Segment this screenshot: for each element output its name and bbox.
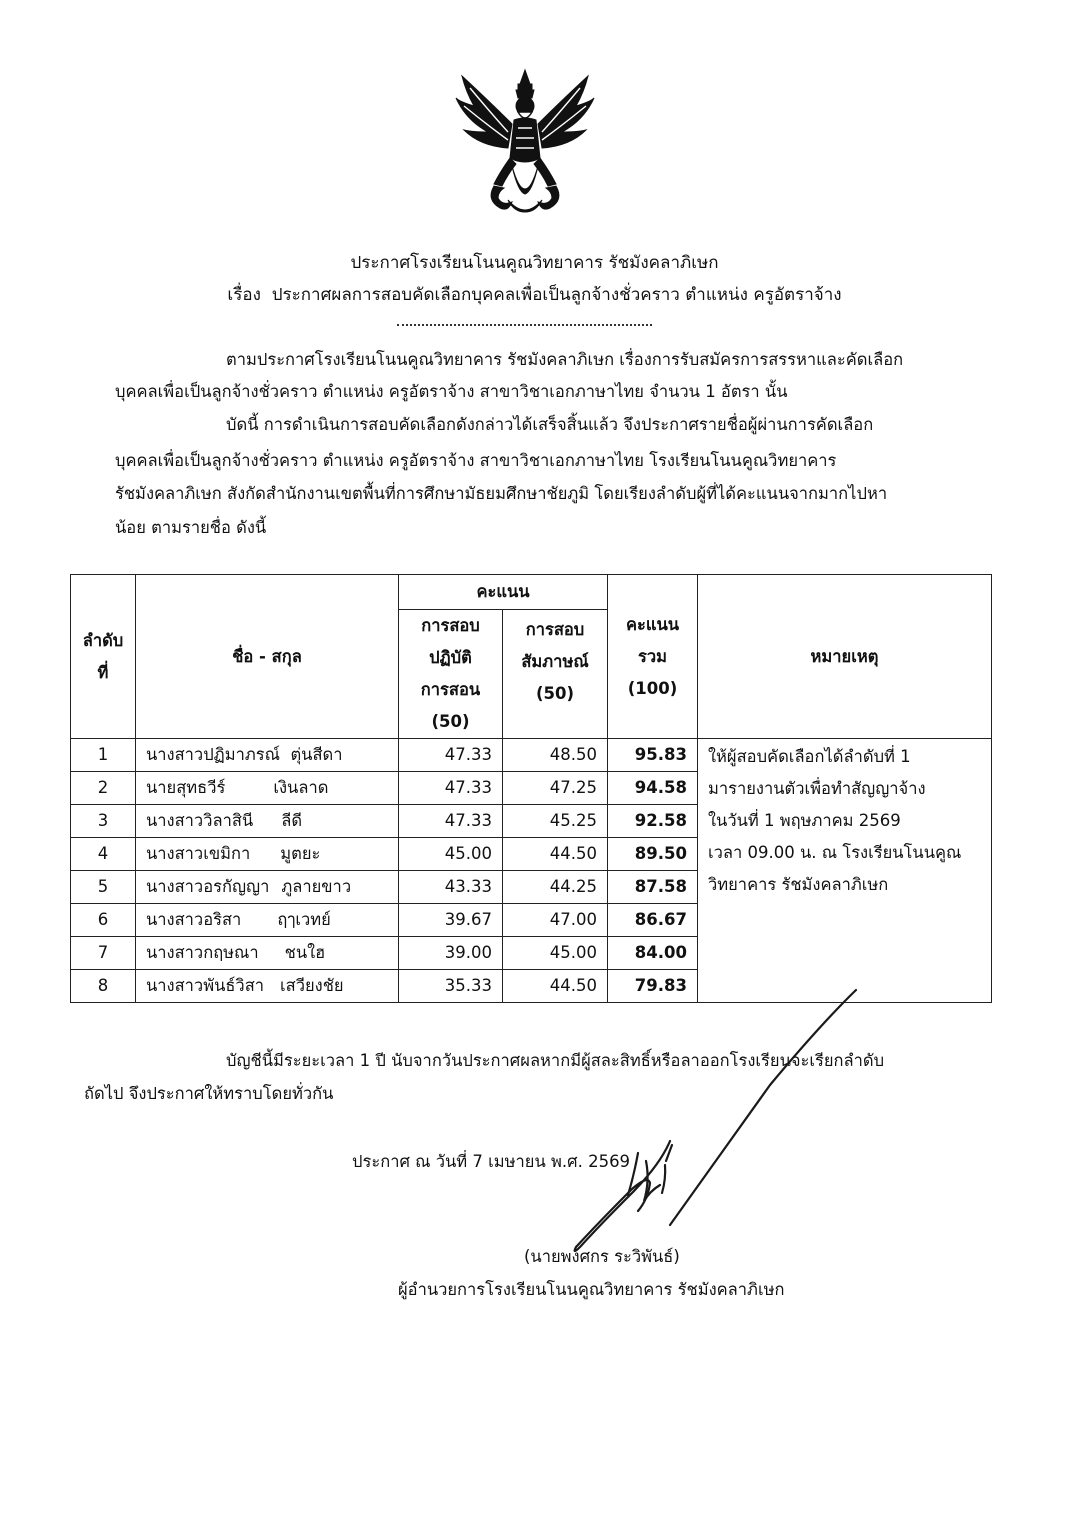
row-surname: ตุ่นสีดา <box>290 745 343 764</box>
row-practical-score: 47.33 <box>399 772 503 805</box>
row-total-score: 95.83 <box>608 739 698 772</box>
row-interview-score: 44.25 <box>503 871 608 904</box>
subject-text: ประกาศผลการสอบคัดเลือกบุคคลเพื่อเป็นลูกจ้างชั่วคราว ตำแหน่ง ครูอัตราจ้าง <box>271 285 842 305</box>
table-row <box>71 739 992 772</box>
header-total-line-2: รวม <box>637 646 667 666</box>
results-table <box>70 574 992 1003</box>
row-fullname <box>136 904 399 937</box>
row-rank: 1 <box>71 739 136 772</box>
row-practical-score: 35.33 <box>399 970 503 1003</box>
row-surname: ลีดี <box>281 811 303 830</box>
paragraph-1-line-1: ตามประกาศโรงเรียนโนนคูณวิทยาคาร รัชมังคลาภิเษก เรื่องการรับสมัครการสรรหาและคัดเลือก <box>226 350 904 369</box>
header-rank <box>71 575 136 739</box>
row-name: นางสาวอริสา <box>146 910 242 929</box>
row-name: นางสาวเขมิกา <box>146 844 251 863</box>
row-total-score: 94.58 <box>608 772 698 805</box>
header-rank-line-1: ลำดับ <box>82 630 124 650</box>
signer-title: ผู้อำนวยการโรงเรียนโนนคูณวิทยาคาร รัชมังคลาภิเษก <box>398 1280 785 1299</box>
header-rank-line-2: ที่ <box>97 662 109 682</box>
subject-label: เรื่อง <box>227 285 261 305</box>
row-rank: 6 <box>71 904 136 937</box>
row-total-score: 89.50 <box>608 838 698 871</box>
row-total-score: 84.00 <box>608 937 698 970</box>
row-surname: ภูลายขาว <box>281 877 352 896</box>
garuda-emblem-icon <box>450 62 600 222</box>
remark-line-2: มารายงานตัวเพื่อทำสัญญาจ้าง <box>708 779 926 798</box>
row-rank: 2 <box>71 772 136 805</box>
row-fullname <box>136 838 399 871</box>
header-name: ชื่อ - สกุล <box>136 575 399 739</box>
header-total-line-1: คะแนน <box>625 614 680 634</box>
remark-line-4: เวลา 09.00 น. ณ โรงเรียนโนนคูณ <box>708 843 962 862</box>
header-interview-line-3: (50) <box>535 684 575 703</box>
header-remark: หมายเหตุ <box>698 575 992 739</box>
announcement-subject <box>0 283 1069 307</box>
handwritten-signature <box>520 985 880 1275</box>
row-surname: เงินลาด <box>273 778 329 797</box>
row-name: นายสุทธวีร์ <box>146 778 226 797</box>
row-rank: 5 <box>71 871 136 904</box>
row-rank: 3 <box>71 805 136 838</box>
paragraph-2-line-3: รัชมังคลาภิเษก สังกัดสำนักงานเขตพื้นที่การศึกษามัธยมศึกษาชัยภูมิ โดยเรียงลำดับผู้ที่ได้คะแนนจากมากไปหา <box>115 484 888 503</box>
row-interview-score: 47.00 <box>503 904 608 937</box>
row-practical-score: 43.33 <box>399 871 503 904</box>
row-fullname <box>136 772 399 805</box>
row-interview-score: 48.50 <box>503 739 608 772</box>
announcement-date: ประกาศ ณ วันที่ 7 เมษายน พ.ศ. 2569 <box>352 1152 631 1171</box>
row-interview-score: 44.50 <box>503 838 608 871</box>
paragraph-2-line-1: บัดนี้ การดำเนินการสอบคัดเลือกดังกล่าวได้เสร็จสิ้นแล้ว จึงประกาศรายชื่อผู้ผ่านการคัดเลือก <box>226 415 874 434</box>
row-rank: 8 <box>71 970 136 1003</box>
row-interview-score: 47.25 <box>503 772 608 805</box>
row-practical-score: 47.33 <box>399 805 503 838</box>
header-practical-line-3: การสอน <box>420 680 481 699</box>
validity-note-line-2: ถัดไป จึงประกาศให้ทราบโดยทั่วกัน <box>84 1084 334 1103</box>
row-name: นางสาวกฤษณา <box>146 943 259 962</box>
row-surname: เสวียงชัย <box>280 976 344 995</box>
paragraph-2-line-2: บุคคลเพื่อเป็นลูกจ้างชั่วคราว ตำแหน่ง ครูอัตราจ้าง สาขาวิชาเอกภาษาไทย โรงเรียนโนนคูณวิทยาคาร <box>115 451 837 470</box>
announcement-title: ประกาศโรงเรียนโนนคูณวิทยาคาร รัชมังคลาภิเษก <box>350 253 719 273</box>
row-total-score: 79.83 <box>608 970 698 1003</box>
row-fullname <box>136 739 399 772</box>
signer-name: (นายพงศกร ระวิพันธ์) <box>524 1247 680 1266</box>
row-name: นางสาวปฏิมาภรณ์ <box>146 745 280 764</box>
remark-line-3: ในวันที่ 1 พฤษภาคม 2569 <box>708 811 901 830</box>
row-practical-score: 47.33 <box>399 739 503 772</box>
header-interview <box>503 610 608 739</box>
row-name: นางสาววิลาสินี <box>146 811 254 830</box>
paragraph-1-line-2: บุคคลเพื่อเป็นลูกจ้างชั่วคราว ตำแหน่ง ครูอัตราจ้าง สาขาวิชาเอกภาษาไทย จำนวน 1 อัตรา นั้น <box>115 382 788 401</box>
header-practical-line-2: ปฏิบัติ <box>429 648 472 667</box>
row-surname: ฤๅเวทย์ <box>277 910 331 929</box>
header-practical-line-1: การสอบ <box>421 616 480 635</box>
header-total <box>608 575 698 739</box>
row-rank: 4 <box>71 838 136 871</box>
header-practical <box>399 610 503 739</box>
remark-cell <box>698 739 992 1003</box>
row-fullname <box>136 871 399 904</box>
row-interview-score: 45.25 <box>503 805 608 838</box>
row-fullname <box>136 805 399 838</box>
remark-line-1: ให้ผู้สอบคัดเลือกได้ลำดับที่ 1 <box>708 747 911 766</box>
header-practical-line-4: (50) <box>431 712 470 731</box>
remark-line-5: วิทยาคาร รัชมังคลาภิเษก <box>708 875 889 894</box>
header-interview-line-1: การสอบ <box>525 620 585 639</box>
row-practical-score: 39.67 <box>399 904 503 937</box>
row-practical-score: 39.00 <box>399 937 503 970</box>
row-rank: 7 <box>71 937 136 970</box>
row-practical-score: 45.00 <box>399 838 503 871</box>
row-fullname <box>136 970 399 1003</box>
row-total-score: 92.58 <box>608 805 698 838</box>
row-total-score: 87.58 <box>608 871 698 904</box>
header-score-group: คะแนน <box>399 575 608 610</box>
row-surname: มูตยะ <box>280 844 321 863</box>
row-interview-score: 45.00 <box>503 937 608 970</box>
header-total-line-3: (100) <box>627 678 678 698</box>
row-total-score: 86.67 <box>608 904 698 937</box>
row-interview-score: 44.50 <box>503 970 608 1003</box>
validity-note-line-1: บัญชีนี้มีระยะเวลา 1 ปี นับจากวันประกาศผลหากมีผู้สละสิทธิ์หรือลาออกโรงเรียนจะเรียกลำดับ <box>226 1051 885 1070</box>
row-name: นางสาวอรกัญญา <box>146 877 270 896</box>
paragraph-2-line-4: น้อย ตามรายชื่อ ดังนี้ <box>115 518 267 537</box>
row-fullname <box>136 937 399 970</box>
title-divider <box>397 324 652 326</box>
header-interview-line-2: สัมภาษณ์ <box>521 652 589 671</box>
row-surname: ชนใฮ <box>284 943 326 962</box>
row-name: นางสาวพันธ์วิสา <box>146 976 265 995</box>
